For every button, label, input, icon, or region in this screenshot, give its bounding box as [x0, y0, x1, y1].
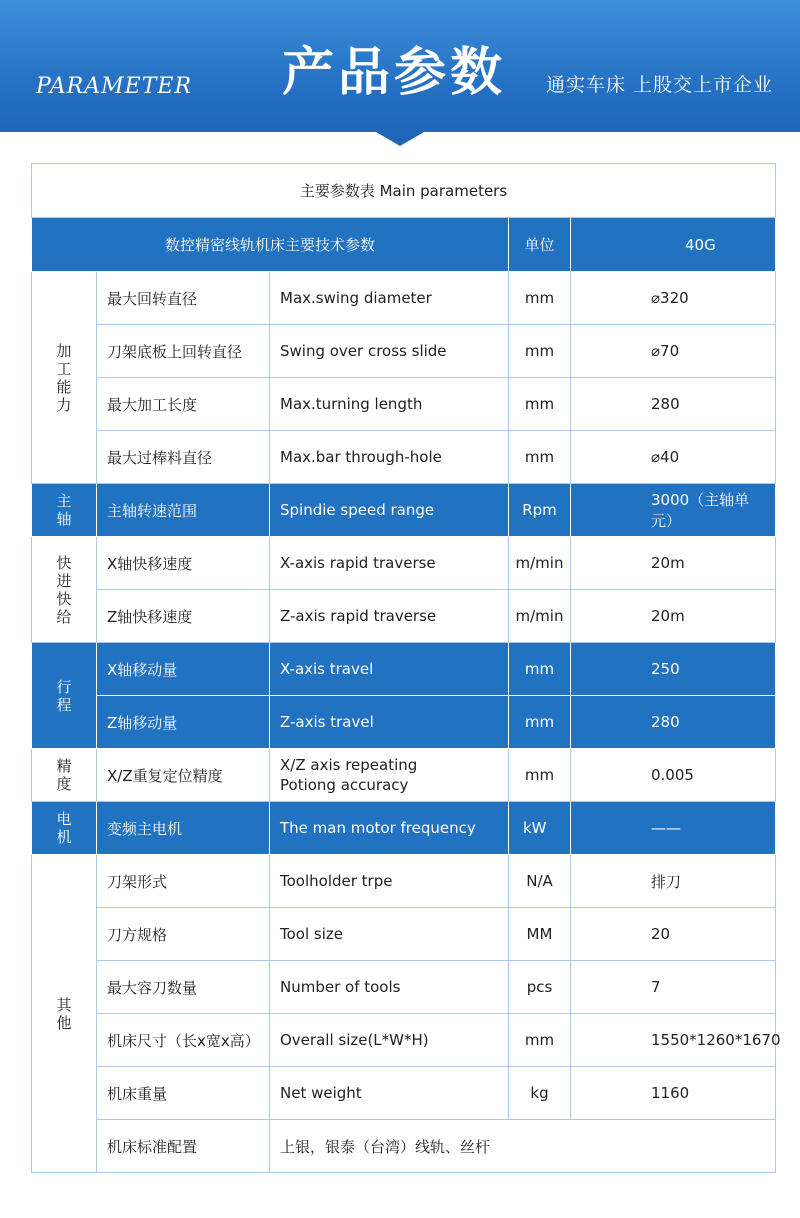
param-value: 250 — [571, 643, 776, 696]
param-name-cn: 主轴转速范围 — [97, 484, 270, 537]
param-value: 7 — [571, 961, 776, 1014]
group-label: 主轴 — [32, 484, 97, 537]
param-name-cn: 刀架形式 — [97, 855, 270, 908]
table-row — [32, 590, 776, 643]
table-caption: 主要参数表 Main parameters — [32, 164, 776, 218]
param-unit: pcs — [509, 961, 571, 1014]
param-name-cn: 最大容刀数量 — [97, 961, 270, 1014]
table-row — [32, 802, 776, 855]
header-title: 数控精密线轨机床主要技术参数 — [32, 218, 509, 272]
param-value: 1160 — [571, 1067, 776, 1120]
group-label: 快进快给 — [32, 537, 97, 643]
param-unit: mm — [509, 696, 571, 749]
group-label: 行程 — [32, 643, 97, 749]
table-row — [32, 961, 776, 1014]
param-name-en: Max.turning length — [270, 378, 509, 431]
param-value: 3000（主轴单元） — [571, 484, 776, 537]
param-unit: kg — [509, 1067, 571, 1120]
param-value: 20m — [571, 537, 776, 590]
table-row — [32, 1067, 776, 1120]
param-value: 280 — [571, 696, 776, 749]
param-name-cn: 机床尺寸（长x宽x高） — [97, 1014, 270, 1067]
banner-subtitle: 通实车床 上股交上市企业 — [546, 74, 774, 96]
param-unit: mm — [509, 431, 571, 484]
param-value: ⌀70 — [571, 325, 776, 378]
header-banner — [0, 0, 800, 132]
param-name-en: Number of tools — [270, 961, 509, 1014]
param-value: 排刀 — [571, 855, 776, 908]
table-row — [32, 1014, 776, 1067]
param-value: —— — [571, 802, 776, 855]
group-label: 加工能力 — [32, 272, 97, 484]
table-caption-row — [32, 164, 776, 218]
param-name-en: Swing over cross slide — [270, 325, 509, 378]
table-row — [32, 431, 776, 484]
param-value: ⌀320 — [571, 272, 776, 325]
param-unit: kW — [509, 802, 571, 855]
param-unit: mm — [509, 643, 571, 696]
param-value: 上银，银泰（台湾）线轨、丝杆 — [270, 1120, 776, 1173]
header-unit: 单位 — [509, 218, 571, 272]
param-name-en: Overall size(L*W*H) — [270, 1014, 509, 1067]
param-name-cn: 最大过棒料直径 — [97, 431, 270, 484]
group-label: 精度 — [32, 749, 97, 802]
table-row — [32, 696, 776, 749]
param-name-cn: 刀方规格 — [97, 908, 270, 961]
param-unit: mm — [509, 272, 571, 325]
table-row — [32, 749, 776, 802]
param-name-cn: X/Z重复定位精度 — [97, 749, 270, 802]
param-unit: mm — [509, 749, 571, 802]
param-value: 20m — [571, 590, 776, 643]
param-name-en: Tool size — [270, 908, 509, 961]
group-label: 其他 — [32, 855, 97, 1173]
table-row — [32, 537, 776, 590]
table-row — [32, 855, 776, 908]
param-name-cn: 最大回转直径 — [97, 272, 270, 325]
param-name-en: Z-axis rapid traverse — [270, 590, 509, 643]
page-title: 产品参数 — [282, 43, 507, 103]
param-name-en: The man motor frequency — [270, 802, 509, 855]
param-unit: N/A — [509, 855, 571, 908]
param-unit: mm — [509, 378, 571, 431]
param-name-cn: Z轴快移速度 — [97, 590, 270, 643]
parameter-table — [31, 163, 781, 1173]
param-unit: mm — [509, 325, 571, 378]
group-label: 电机 — [32, 802, 97, 855]
param-name-en: Max.bar through-hole — [270, 431, 509, 484]
param-name-en-line2: Potiong accuracy — [280, 776, 409, 794]
table-row — [32, 378, 776, 431]
param-name-cn: 机床标准配置 — [97, 1120, 270, 1173]
param-name-cn: 变频主电机 — [97, 802, 270, 855]
table-row — [32, 1120, 776, 1173]
param-name-en: Max.swing diameter — [270, 272, 509, 325]
table-header-row — [32, 218, 776, 272]
param-unit: MM — [509, 908, 571, 961]
table-row — [32, 908, 776, 961]
table-row — [32, 643, 776, 696]
param-value: ⌀40 — [571, 431, 776, 484]
param-unit: Rpm — [509, 484, 571, 537]
param-name-cn: 机床重量 — [97, 1067, 270, 1120]
banner-notch — [376, 132, 424, 146]
param-name-cn: Z轴移动量 — [97, 696, 270, 749]
table-row — [32, 325, 776, 378]
banner-english-title: PARAMETER — [36, 74, 193, 99]
param-name-en-line1: X/Z axis repeating — [280, 756, 418, 774]
param-name-en: Z-axis travel — [270, 696, 509, 749]
header-model: 40G — [571, 218, 776, 272]
param-name-cn: X轴快移速度 — [97, 537, 270, 590]
param-unit: mm — [509, 1014, 571, 1067]
param-name-cn: 刀架底板上回转直径 — [97, 325, 270, 378]
param-value: 20 — [571, 908, 776, 961]
param-name-en: X-axis rapid traverse — [270, 537, 509, 590]
param-name-en: Toolholder trpe — [270, 855, 509, 908]
param-unit: m/min — [509, 537, 571, 590]
param-name-en: X-axis travel — [270, 643, 509, 696]
param-unit: m/min — [509, 590, 571, 643]
table-row — [32, 484, 776, 537]
param-name-cn: 最大加工长度 — [97, 378, 270, 431]
param-value: 1550*1260*1670 — [571, 1014, 776, 1067]
param-name-en — [270, 749, 509, 802]
param-name-en: Net weight — [270, 1067, 509, 1120]
param-name-en: Spindie speed range — [270, 484, 509, 537]
param-name-cn: X轴移动量 — [97, 643, 270, 696]
table-row — [32, 272, 776, 325]
param-value: 0.005 — [571, 749, 776, 802]
param-value: 280 — [571, 378, 776, 431]
